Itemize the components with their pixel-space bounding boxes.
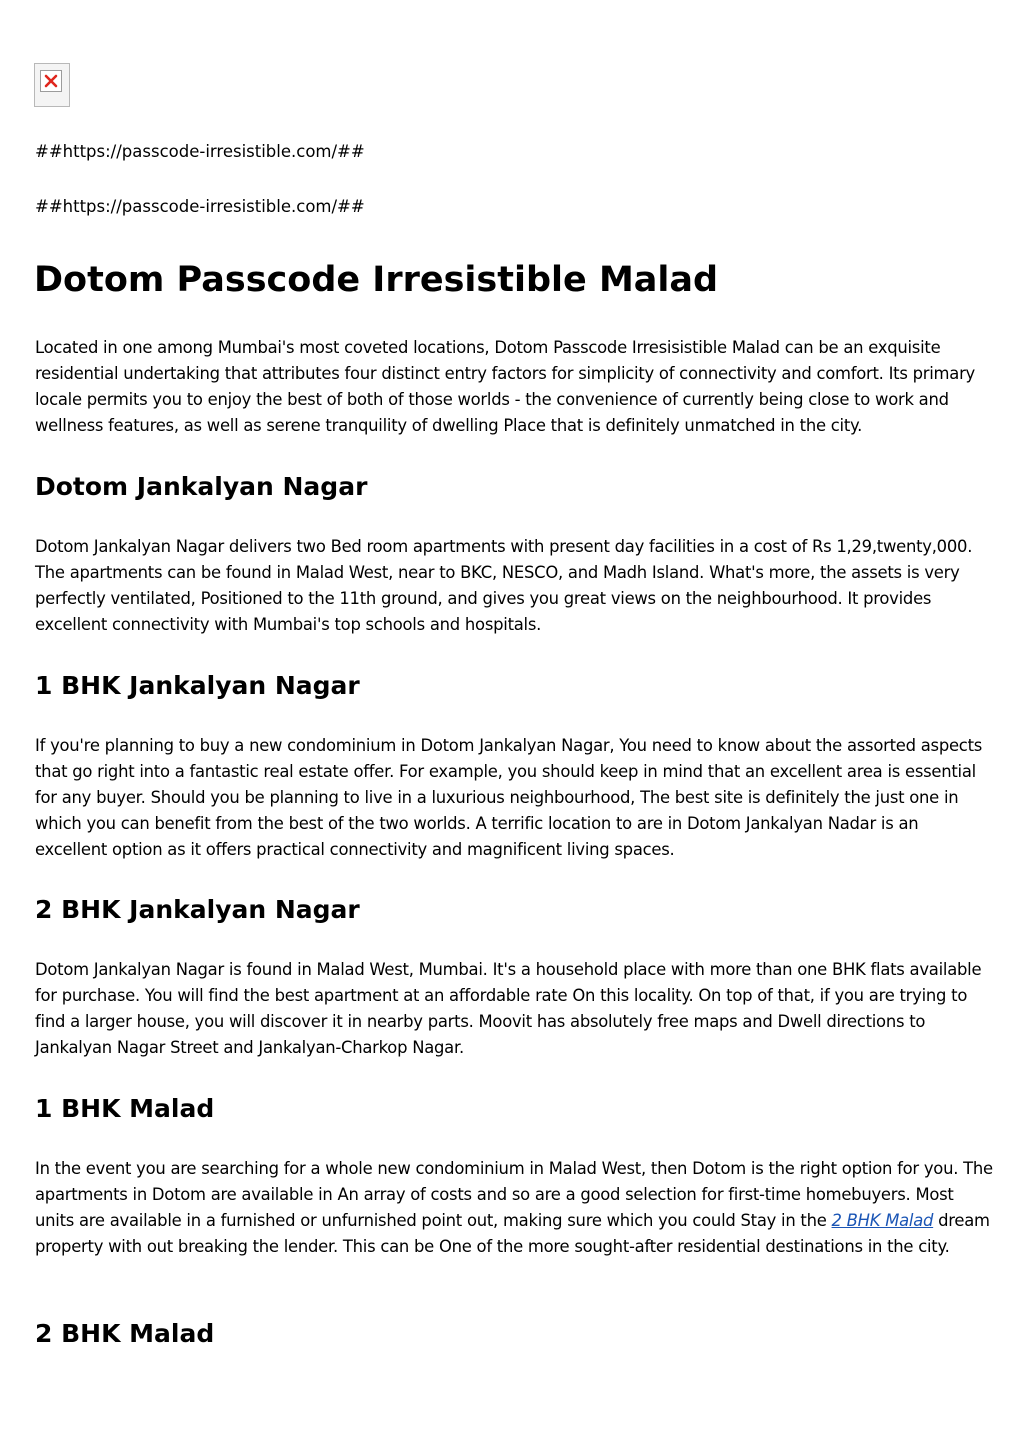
body-text-before-link: In the event you are searching for a whole new condominium in Malad West, then Dotom is the right option for you. The apartments in Dotom are available in An array of costs and so are a good selection for first-time homebuyers. Most units are available in a furnished or unfurnished point out, making sure which you could Stay in the	[35, 1159, 993, 1230]
section-body-1bhk-malad	[35, 1156, 995, 1260]
intro-paragraph: Located in one among Mumbai's most coveted locations, Dotom Passcode Irresisistible Malad can be an exquisite residential undertaking that attributes four distinct entry factors for simplicity of connectivity and comfort. Its primary locale permits you to enjoy the best of both of those worlds - the convenience of currently being close to work and wellness features, as well as serene tranquility of dwelling Place that is definitely unmatched in the city.	[35, 338, 976, 435]
section-body-1bhk-jankalyan-nagar: If you're planning to buy a new condominium in Dotom Jankalyan Nagar, You need to know about the assorted aspects that go right into a fantastic real estate offer. For example, you should keep in mind that an excellent area is essential for any buyer. Should you be planning to live in a luxurious neighbourhood, The best site is definitely the just one in which you can benefit from the best of the two worlds. A terrific location to are in Dotom Jankalyan Nadar is an excellent option as it offers practical connectivity and magnificent living spaces.	[35, 736, 983, 859]
section-body-dotom-jankalyan-nagar: Dotom Jankalyan Nagar delivers two Bed room apartments with present day facilities in a cost of Rs 1,29,twenty,000. The apartments can be found in Malad West, near to BKC, NESCO, and Madh Island. What's more, the assets is very perfectly ventilated, Positioned to the 11th ground, and gives you great views on the neighbourhood. It provides excellent connectivity with Mumbai's top schools and hospitals.	[35, 537, 973, 634]
broken-image-icon	[40, 70, 62, 92]
url-line-1: ##https://passcode-irresistible.com/##	[35, 142, 365, 161]
section-heading-2bhk-malad: 2 BHK Malad	[35, 1319, 215, 1348]
body-text-after-link: dream property with out breaking the lender. This can be One of the more sought-after residential destinations in the city.	[35, 1211, 990, 1256]
section-heading-1bhk-malad: 1 BHK Malad	[35, 1094, 215, 1123]
broken-image-placeholder	[34, 63, 70, 107]
section-heading-1bhk-jankalyan-nagar: 1 BHK Jankalyan Nagar	[35, 671, 360, 700]
url-line-2: ##https://passcode-irresistible.com/##	[35, 197, 365, 216]
page-title: Dotom Passcode Irresistible Malad	[34, 260, 719, 300]
2bhk-malad-link[interactable]: 2 BHK Malad	[831, 1211, 934, 1230]
section-heading-dotom-jankalyan-nagar: Dotom Jankalyan Nagar	[35, 472, 368, 501]
section-body-2bhk-jankalyan-nagar: Dotom Jankalyan Nagar is found in Malad West, Mumbai. It's a household place with more than one BHK flats available for purchase. You will find the best apartment at an affordable rate On this locality. On top of that, if you are trying to find a larger house, you will discover it in nearby parts. Moovit has absolutely free maps and Dwell directions to Jankalyan Nagar Street and Jankalyan-Charkop Nagar.	[35, 960, 982, 1057]
section-heading-2bhk-jankalyan-nagar: 2 BHK Jankalyan Nagar	[35, 895, 360, 924]
